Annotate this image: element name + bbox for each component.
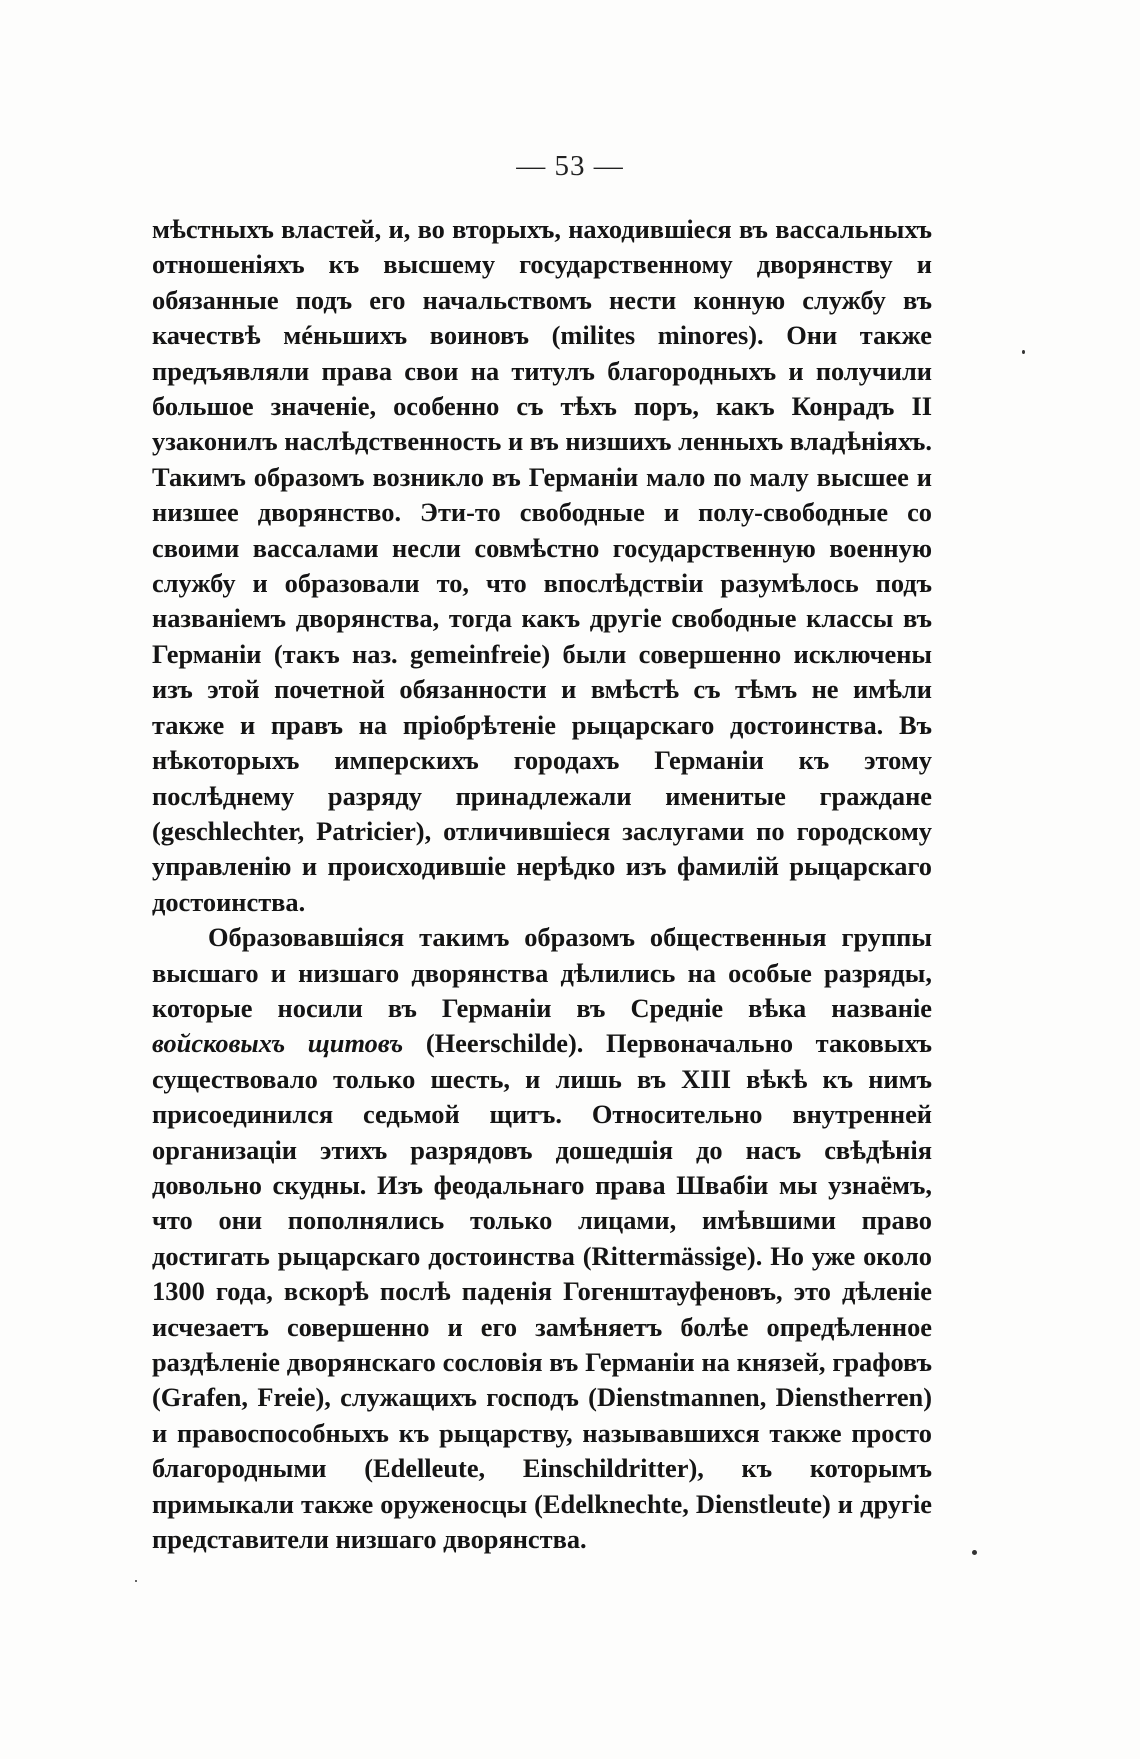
paragraph-1: мѣстныхъ властей, и, во вторыхъ, находившіеся въ вассальныхъ отношеніяхъ къ высшему государственному дворянству и обязанные подъ его начальствомъ нести конную службу въ качествѣ мéньшихъ воиновъ (milites minores). Они также предъявляли права свои на титулъ благородныхъ и получили большое значеніе, особенно съ тѣхъ поръ, какъ Конрадъ II узаконилъ наслѣдственность и въ низшихъ ленныхъ владѣніяхъ. Такимъ образомъ возникло въ Германіи мало по малу высшее и низшее дворянство. Эти-то свободные и полу-свободные со своими вассалами несли совмѣстно государственную военную службу и образовали то, что впослѣдствіи разумѣлось подъ названіемъ дворянства, тогда какъ другіе свободные классы въ Германіи (такъ наз. gemeinfreie) были совершенно исключены изъ этой почетной обязанности и вмѣстѣ съ тѣмъ не имѣли также и правъ на пріобрѣтеніе рыцарскаго достоинства. Въ нѣкоторыхъ имперскихъ городахъ Германіи къ этому послѣднему разряду принадлежали именитые граждане (geschlechter, Patricier), отличившіеся заслугами по городскому управленію и происходившіе нерѣдко изъ фамилій рыцарскаго достоинства. [152,214,932,917]
page-number: — 53 — [516,150,624,182]
paragraph-2-start: Образовавшіяся такимъ образомъ общественныя группы высшаго и низшаго дворянства дѣлились на особые разряды, которые носили въ Германіи въ Средніе вѣка названіе [152,922,932,1023]
paragraph-2 [152,920,932,1557]
speck-mark [1022,350,1025,354]
italic-term: войсковыхъ щитовъ [152,1028,404,1059]
speck-mark [135,1580,137,1582]
speck-mark [972,1550,977,1555]
body-text [152,212,932,1557]
paragraph-2-rest: (Heerschilde). Первоначально таковыхъ существовало только шесть, и лишь въ XIII вѣкѣ къ нимъ присоединился седьмой щитъ. Относительно внутренней организаціи этихъ разрядовъ дошедшія до насъ свѣдѣнія довольно скудны. Изъ феодальнаго права Швабіи мы узнаёмъ, что они пополнялись только лицами, имѣвшими право достигать рыцарскаго достоинства (Rittermässige). Но уже около 1300 года, вскорѣ послѣ паденія Гогенштауфеновъ, это дѣленіе исчезаетъ совершенно и его замѣняетъ болѣе опредѣленное раздѣленіе дворянскаго сословія въ Германіи на князей, графовъ (Grafen, Freie), служащихъ господъ (Dienstmannen, Dienstherren) и правоспособныхъ къ рыцарству, называвшихся также просто благородными (Edelleute, Einschildritter), къ которымъ примыкали также оруженосцы (Edelknechte, Dienstleute) и другіе представители низшаго дворянства. [152,1028,932,1555]
